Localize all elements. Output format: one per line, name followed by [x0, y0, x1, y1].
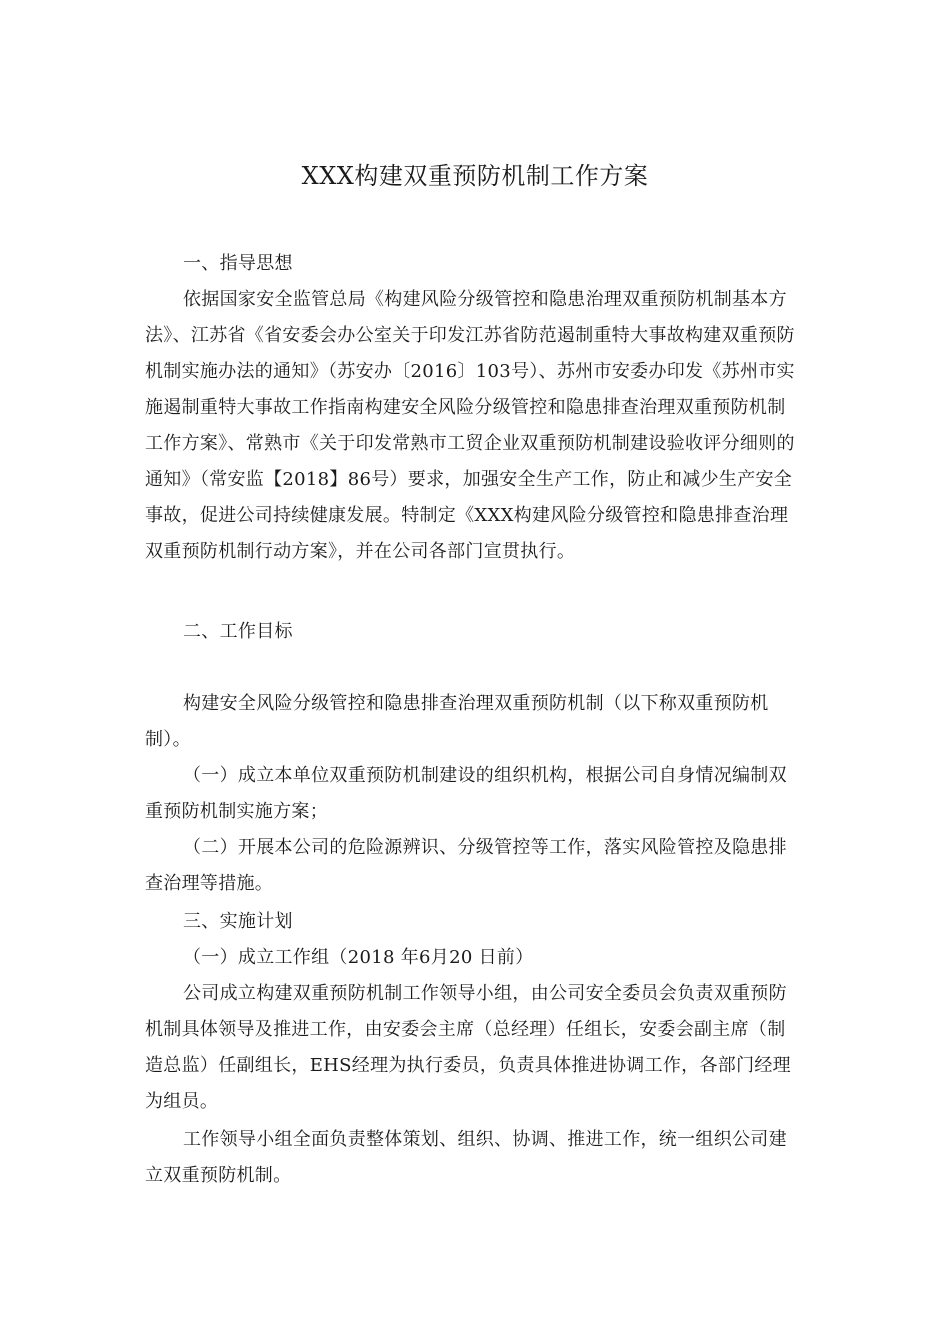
section-3-paragraph-2: 工作领导小组全面负责整体策划、组织、协调、推进工作，统一组织公司建立双重预防机制。 [145, 1129, 787, 1186]
section-2-heading: 二、工作目标 [183, 621, 293, 642]
section-3-heading: 三、实施计划 [183, 911, 293, 932]
section-2-item-2: （二）开展本公司的危险源辨识、分级管控等工作，落实风险管控及隐患排查治理等措施。 [145, 837, 787, 894]
section-3-subheading-1: （一）成立工作组（2018 年6月20 日前） [183, 947, 534, 968]
section-2-paragraph: 构建安全风险分级管控和隐患排查治理双重预防机制（以下称双重预防机制）。 [145, 693, 769, 750]
document-title: XXX构建双重预防机制工作方案 [301, 162, 649, 190]
section-1-heading: 一、指导思想 [183, 253, 293, 274]
section-1-paragraph: 依据国家安全监管总局《构建风险分级管控和隐患治理双重预防机制基本方法》、江苏省《省安委会办公室关于印发江苏省防范遏制重特大事故构建双重预防机制实施办法的通知》（苏安办〔2016〕103号）、苏州市安委办印发《苏州市实施遏制重特大事故工作指南构建安全风险分级管控和隐患排查治理双重预防机制工作方案》、常熟市《关于印发常熟市工贸企业双重预防机制建设验收评分细则的通知》（常安监【2018】86号）要求，加强安全生产工作，防止和减少生产安全事故，促进公司持续健康发展。特制定《XXX构建风险分级管控和隐患排查治理双重预防机制行动方案》，并在公司各部门宣贯执行。 [145, 289, 795, 562]
section-2-item-1: （一）成立本单位双重预防机制建设的组织机构，根据公司自身情况编制双重预防机制实施方案； [145, 765, 787, 822]
section-3-paragraph-1: 公司成立构建双重预防机制工作领导小组，由公司安全委员会负责双重预防机制具体领导及推进工作，由安委会主席（总经理）任组长，安委会副主席（制造总监）任副组长，EHS经理为执行委员，负责具体推进协调工作，各部门经理为组员。 [145, 983, 791, 1112]
